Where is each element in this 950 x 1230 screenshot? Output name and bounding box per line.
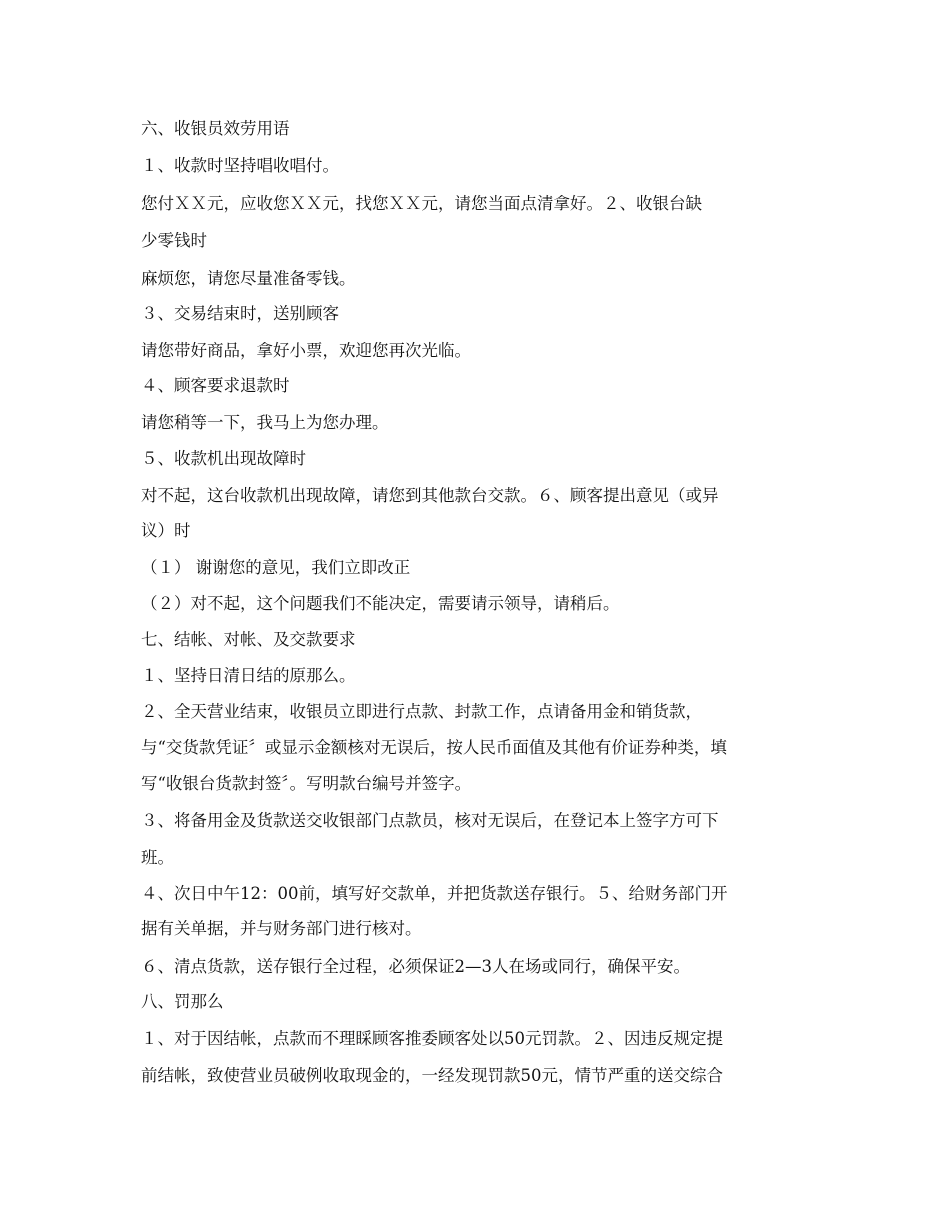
text-line: 请您带好商品，拿好小票，欢迎您再次光临。	[141, 341, 471, 360]
text-line: ４、次日中午12：00前，填写好交款单，并把货款送存银行。５、给财务部门开	[141, 884, 728, 903]
text-line: 对不起，这台收款机出现故障，请您到其他款台交款。６、顾客提出意见（或异	[141, 486, 719, 505]
text-line: ５、收款机出现故障时	[141, 449, 306, 468]
text-line: ４、顾客要求退款时	[141, 376, 290, 395]
text-line: ３、将备用金及货款送交收银部门点款员，核对无误后，在登记本上签字方可下	[141, 811, 719, 830]
text-line: 少零钱时	[141, 231, 207, 250]
text-line: 麻烦您，请您尽量准备零钱。	[141, 269, 356, 288]
text-line: ６、清点货款，送存银行全过程，必须保证2—3人在场或同行，确保平安。	[141, 957, 690, 976]
section-heading-cashier-service-phrases: 六、收银员效劳用语	[141, 119, 290, 138]
text-line: １、收款时坚持唱收唱付。	[141, 156, 339, 175]
text-line: （２）对不起，这个问题我们不能决定，需要请示领导，请稍后。	[141, 594, 620, 613]
text-line: ３、交易结束时，送别顾客	[141, 304, 339, 323]
text-line: 议）时	[141, 521, 191, 540]
section-heading-penalties: 八、罚那么	[141, 992, 224, 1011]
text-line: 与“交货款凭证〞或显示金额核对无误后，按人民币面值及其他有价证券种类，填	[141, 738, 727, 757]
text-line: １、对于因结帐，点款而不理睬顾客推委顾客处以50元罚款。２、因违反规定提	[141, 1029, 723, 1048]
text-line: 请您稍等一下，我马上为您办理。	[141, 413, 389, 432]
text-line: 写“收银台货款封签〞。写明款台编号并签字。	[141, 774, 472, 793]
text-line: 您付ＸＸ元，应收您ＸＸ元，找您ＸＸ元，请您当面点清拿好。２、收银台缺	[141, 194, 702, 213]
section-heading-settlement-requirements: 七、结帐、对帐、及交款要求	[141, 630, 356, 649]
text-line: （１） 谢谢您的意见，我们立即改正	[141, 558, 411, 577]
text-line: 班。	[141, 848, 174, 867]
text-line: 前结帐，致使营业员破例收取现金的，一经发现罚款50元，情节严重的送交综合	[141, 1066, 723, 1085]
text-line: 据有关单据，并与财务部门进行核对。	[141, 919, 422, 938]
text-line: １、坚持日清日结的原那么。	[141, 666, 356, 685]
text-line: ２、全天营业结束，收银员立即进行点款、封款工作，点请备用金和销货款，	[141, 702, 702, 721]
